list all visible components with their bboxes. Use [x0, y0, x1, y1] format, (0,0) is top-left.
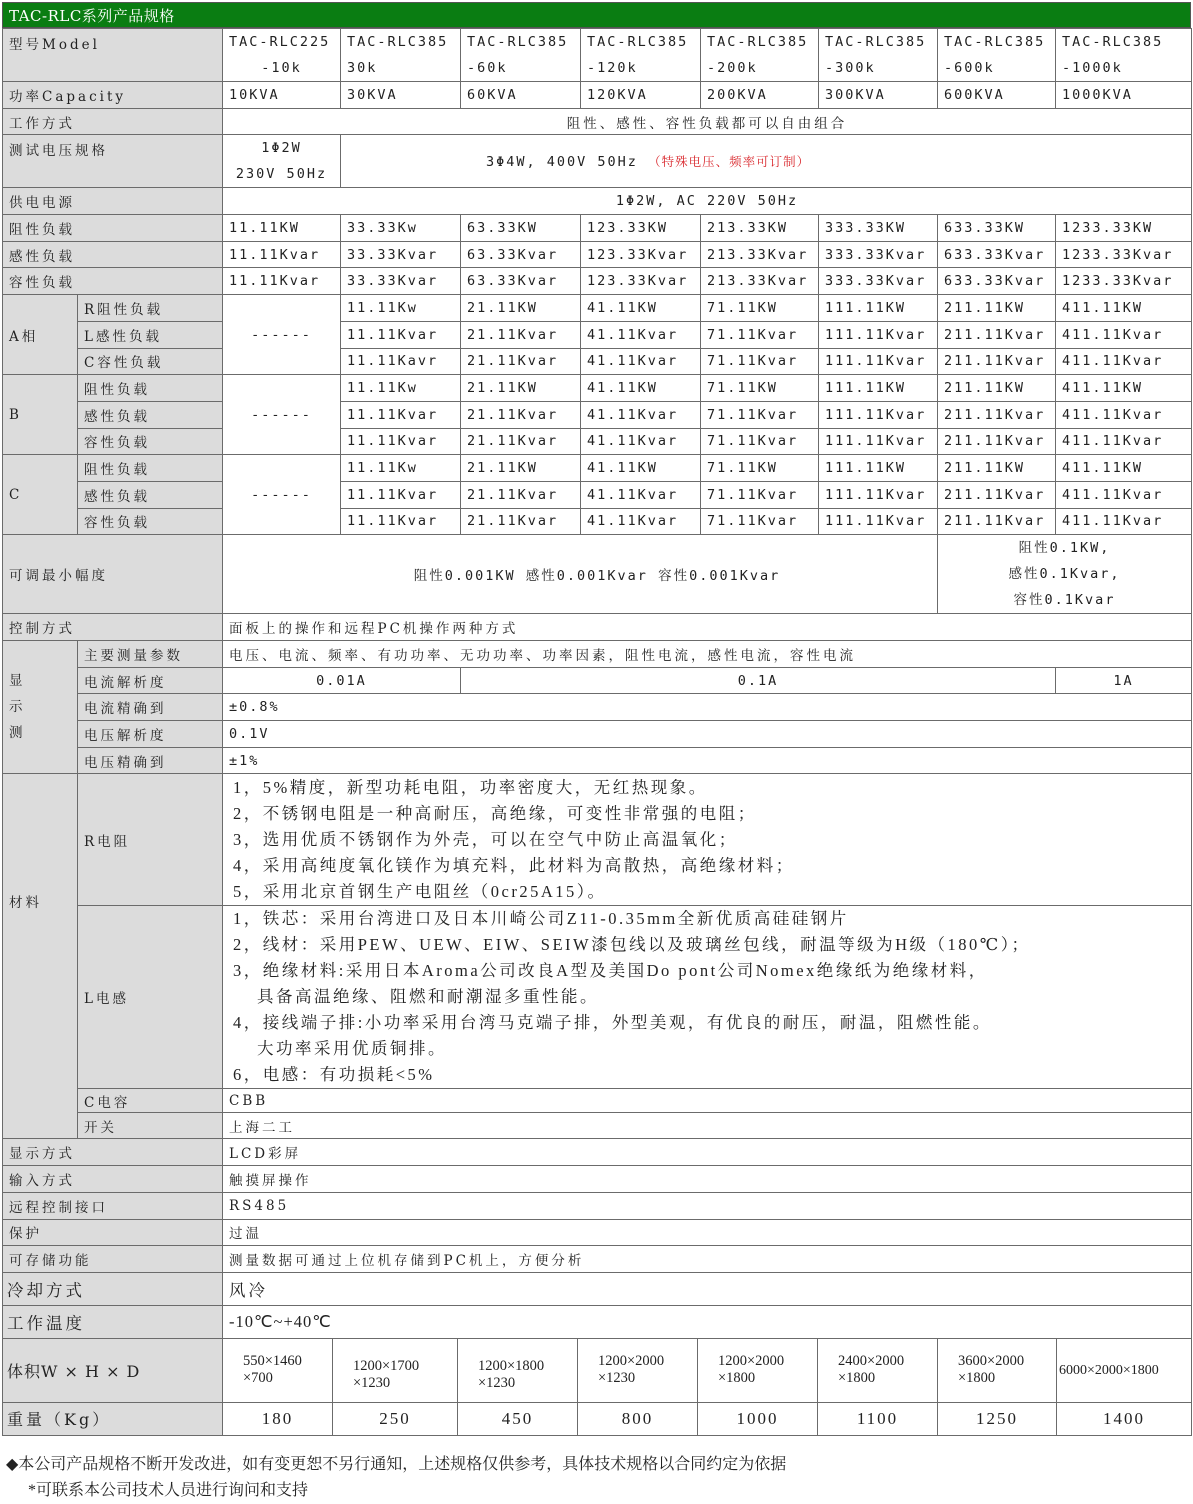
row-storage [3, 1246, 1192, 1273]
phase-cell: 211.11Kvar [938, 481, 1056, 508]
row-dimensions [3, 1338, 1192, 1402]
phase-load-label: 感性负载 [78, 401, 223, 428]
phase-cell: 111.11Kvar [819, 481, 938, 508]
model-cell: TAC-RLC385 30k [341, 29, 461, 82]
misc-label: 保护 [3, 1219, 223, 1246]
phase-cell: 411.11Kvar [1056, 321, 1192, 348]
phase-cell: 111.11KW [819, 375, 938, 402]
phase-cell: 11.11Kw [341, 455, 461, 482]
dimension-cell: 3600×2000 ×1800 [938, 1338, 1057, 1402]
phase-cell: 411.11KW [1056, 375, 1192, 402]
resistor-details [223, 774, 1192, 906]
load-cell: 1233.33Kvar [1056, 268, 1192, 295]
phase-cell: 211.11Kvar [938, 508, 1056, 535]
load-cell: 213.33Kvar [701, 241, 819, 268]
phase-dash: ------ [223, 375, 341, 455]
phase-cell: 411.11Kvar [1056, 428, 1192, 455]
weight-cell: 180 [223, 1402, 333, 1435]
row-test-voltage [3, 135, 1192, 188]
control-value: 面板上的操作和远程PC机操作两种方式 [223, 614, 1192, 641]
resistor-label: R电阻 [78, 774, 223, 906]
model-cell: TAC-RLC225 -10k [223, 29, 341, 82]
min-step-large: 阻性0.1KW, 感性0.1Kvar, 容性0.1Kvar [938, 535, 1192, 614]
load-cell: 33.33Kvar [341, 268, 461, 295]
phase-cell: 41.11Kvar [581, 428, 701, 455]
dimension-cell: 1200×1800 ×1230 [458, 1338, 578, 1402]
load-cell: 633.33Kvar [938, 241, 1056, 268]
inductor-line: 具备高温绝缘、阻燃和耐潮湿多重性能。 [257, 987, 599, 1007]
phase-load-label: 容性负载 [78, 508, 223, 535]
row-phase-c-l [3, 481, 1192, 508]
inductor-line: 3，绝缘材料:采用日本Aroma公司改良A型及美国Do pont公司Nomex绝缘纸为绝缘材料， [233, 961, 988, 981]
capacity-cell: 60KVA [461, 82, 581, 109]
inductor-line: 1，铁芯：采用台湾进口及日本川崎公司Z11-0.35mm全新优质高硅硅钢片 [233, 909, 849, 929]
phase-load-label: 阻性负载 [78, 375, 223, 402]
misc-label: 显示方式 [3, 1139, 223, 1166]
phase-cell: 21.11KW [461, 375, 581, 402]
measure-value: ±0.8% [223, 694, 1192, 721]
phase-cell: 21.11Kvar [461, 321, 581, 348]
phase-load-label: L感性负载 [78, 321, 223, 348]
row-power-supply [3, 188, 1192, 215]
row-phase-a-l [3, 321, 1192, 348]
phase-cell: 111.11Kvar [819, 508, 938, 535]
phase-cell: 11.11Kvar [341, 401, 461, 428]
load-cell: 63.33Kvar [461, 268, 581, 295]
row-load-inductive [3, 241, 1192, 268]
display-group-label: 显 示 测 [3, 641, 78, 774]
misc-label: 输入方式 [3, 1166, 223, 1193]
load-cell: 33.33Kvar [341, 241, 461, 268]
phase-cell: 211.11KW [938, 375, 1056, 402]
phase-cell: 21.11KW [461, 295, 581, 322]
row-protection [3, 1219, 1192, 1246]
row-load-resistive [3, 215, 1192, 242]
power-supply-value: 1Φ2W, AC 220V 50Hz [223, 188, 1192, 215]
phase-cell: 211.11Kvar [938, 321, 1056, 348]
work-mode-label: 工作方式 [3, 108, 223, 135]
dimension-cell: 1200×2000 ×1800 [698, 1338, 818, 1402]
test-voltage-label: 测试电压规格 [3, 135, 223, 188]
row-temperature [3, 1305, 1192, 1338]
phase-cell: 41.11KW [581, 295, 701, 322]
control-label: 控制方式 [3, 614, 223, 641]
load-cell: 333.33Kvar [819, 268, 938, 295]
phase-cell: 21.11Kvar [461, 401, 581, 428]
measure-value: ±1% [223, 747, 1192, 774]
phase-cell: 71.11Kvar [701, 508, 819, 535]
model-label: 型号Model [3, 29, 223, 82]
phase-cell: 71.11Kvar [701, 401, 819, 428]
phase-cell: 41.11Kvar [581, 401, 701, 428]
model-cell: TAC-RLC385 -200k [701, 29, 819, 82]
row-current-resolution [3, 667, 1192, 694]
phase-cell: 211.11KW [938, 295, 1056, 322]
inductor-line: 4，接线端子排:小功率采用台湾马克端子排，外型美观，有优良的耐压，耐温，阻燃性能。 [233, 1013, 992, 1033]
footer-notes [6, 1452, 786, 1504]
inductor-details [223, 906, 1192, 1089]
phase-label: B [3, 375, 78, 455]
misc-value: 触摸屏操作 [223, 1166, 1192, 1193]
phase-cell: 411.11Kvar [1056, 481, 1192, 508]
weight-cell: 1400 [1057, 1402, 1192, 1435]
model-cell: TAC-RLC385 -120k [581, 29, 701, 82]
model-cell: TAC-RLC385 -300k [819, 29, 938, 82]
inductor-label: L电感 [78, 906, 223, 1089]
measure-label: 主要测量参数 [78, 641, 223, 668]
current-resolution-mid: 0.1A [461, 667, 1056, 694]
weight-cell: 450 [458, 1402, 578, 1435]
min-step-label: 可调最小幅度 [3, 535, 223, 614]
phase-cell: 211.11Kvar [938, 348, 1056, 375]
measure-value: 0.1V [223, 721, 1192, 748]
row-phase-a-c [3, 348, 1192, 375]
phase-cell: 211.11Kvar [938, 401, 1056, 428]
phase-cell: 21.11Kvar [461, 481, 581, 508]
row-work-mode [3, 108, 1192, 135]
phase-label: A相 [3, 295, 78, 375]
capacity-cell: 600KVA [938, 82, 1056, 109]
phase-cell: 111.11Kvar [819, 321, 938, 348]
weight-cell: 250 [333, 1402, 458, 1435]
model-cell: TAC-RLC385 -600k [938, 29, 1056, 82]
load-cell: 633.33KW [938, 215, 1056, 242]
material-label: 材料 [3, 774, 78, 1139]
row-current-accuracy [3, 694, 1192, 721]
load-cell: 63.33Kvar [461, 241, 581, 268]
capacitor-value: CBB [223, 1089, 1192, 1113]
phase-cell: 41.11KW [581, 455, 701, 482]
row-phase-b-l [3, 401, 1192, 428]
dimensions-label: 体积W × H × D [3, 1338, 223, 1402]
phase-cell: 111.11Kvar [819, 428, 938, 455]
phase-cell: 111.11KW [819, 455, 938, 482]
phase-cell: 111.11Kvar [819, 348, 938, 375]
resistor-line: 2，不锈钢电阻是一种高耐压，高绝缘，可变性非常强的电阻； [233, 803, 757, 823]
phase-cell: 11.11Kw [341, 375, 461, 402]
phase-cell: 411.11KW [1056, 455, 1192, 482]
resistor-line: 1，5%精度，新型功耗电阻，功率密度大，无红热现象。 [233, 777, 708, 797]
misc-value: 测量数据可通过上位机存储到PC机上，方便分析 [223, 1246, 1192, 1273]
phase-cell: 111.11KW [819, 295, 938, 322]
dimension-cell: 1200×2000 ×1230 [578, 1338, 698, 1402]
misc-label: 远程控制接口 [3, 1192, 223, 1219]
capacity-cell: 300KVA [819, 82, 938, 109]
current-resolution-large: 1A [1056, 667, 1192, 694]
row-phase-b-c [3, 428, 1192, 455]
phase-dash: ------ [223, 295, 341, 375]
spec-table [2, 28, 1192, 1339]
row-remote-interface [3, 1192, 1192, 1219]
phase-cell: 11.11Kavr [341, 348, 461, 375]
phase-label: C [3, 455, 78, 535]
row-material-resistor [3, 774, 1192, 906]
capacity-cell: 120KVA [581, 82, 701, 109]
dimension-cell: 1200×1700 ×1230 [333, 1338, 458, 1402]
phase-cell: 71.11KW [701, 295, 819, 322]
resistor-line: 3，选用优质不锈钢作为外壳，可以在空气中防止高温氧化； [233, 829, 738, 849]
footer-contact: *可联系本公司技术人员进行询问和支持 [28, 1482, 309, 1499]
load-cell: 123.33Kvar [581, 241, 701, 268]
cooling-label: 冷却方式 [3, 1272, 223, 1305]
misc-value: LCD彩屏 [223, 1139, 1192, 1166]
row-phase-a-r [3, 295, 1192, 322]
dimension-cell: 2400×2000 ×1800 [818, 1338, 938, 1402]
phase-cell: 41.11KW [581, 375, 701, 402]
phase-load-label: C容性负载 [78, 348, 223, 375]
custom-note: （特殊电压、频率可订制） [648, 154, 811, 170]
phase-cell: 411.11Kvar [1056, 508, 1192, 535]
phase-cell: 411.11KW [1056, 295, 1192, 322]
model-cell: TAC-RLC385 -60k [461, 29, 581, 82]
load-cell: 1233.33KW [1056, 215, 1192, 242]
inductor-line: 2，线材：采用PEW、UEW、EIW、SEIW漆包线以及玻璃丝包线，耐温等级为H级（180℃）； [233, 935, 1031, 955]
temperature-value: -10℃~+40℃ [223, 1305, 1192, 1338]
power-supply-label: 供电电源 [3, 188, 223, 215]
load-cell: 333.33KW [819, 215, 938, 242]
load-cell: 213.33Kvar [701, 268, 819, 295]
measure-label: 电流精确到 [78, 694, 223, 721]
phase-cell: 11.11Kvar [341, 508, 461, 535]
load-cell: 123.33Kvar [581, 268, 701, 295]
current-resolution-small: 0.01A [223, 667, 461, 694]
row-capacity [3, 82, 1192, 109]
phase-load-label: 容性负载 [78, 428, 223, 455]
sheet-title: TAC-RLC系列产品规格 [2, 2, 1191, 28]
phase-cell: 211.11KW [938, 455, 1056, 482]
measure-label: 电压精确到 [78, 747, 223, 774]
min-step-small: 阻性0.001KW 感性0.001Kvar 容性0.001Kvar [223, 535, 938, 614]
measure-label: 电流解析度 [78, 667, 223, 694]
phase-dash: ------ [223, 455, 341, 535]
load-cell: 33.33Kw [341, 215, 461, 242]
capacity-cell: 10KVA [223, 82, 341, 109]
row-phase-c-r [3, 455, 1192, 482]
load-cell: 11.11Kvar [223, 241, 341, 268]
resistor-line: 4，采用高纯度氧化镁作为填充料，此材料为高散热，高绝缘材料； [233, 855, 795, 875]
phase-load-label: 阻性负载 [78, 455, 223, 482]
phase-cell: 41.11Kvar [581, 481, 701, 508]
three-phase-spec: 3Φ4W, 400V 50Hz （特殊电压、频率可订制） [341, 135, 1192, 188]
load-cell: 1233.33Kvar [1056, 241, 1192, 268]
misc-value: 过温 [223, 1219, 1192, 1246]
work-mode-value: 阻性、感性、容性负载都可以自由组合 [223, 108, 1192, 135]
phase-cell: 21.11Kvar [461, 348, 581, 375]
phase-cell: 21.11Kvar [461, 428, 581, 455]
row-input-mode [3, 1166, 1192, 1193]
row-voltage-resolution [3, 721, 1192, 748]
load-cell: 633.33Kvar [938, 268, 1056, 295]
capacity-cell: 1000KVA [1056, 82, 1192, 109]
phase-cell: 41.11Kvar [581, 321, 701, 348]
phase-cell: 11.11Kvar [341, 428, 461, 455]
inductor-line: 大功率采用优质铜排。 [257, 1039, 447, 1059]
footer-notice: ◆本公司产品规格不断开发改进，如有变更恕不另行通知，上述规格仅供参考，具体技术规格以合同约定为依据 [6, 1456, 787, 1473]
row-weight [3, 1402, 1192, 1435]
spec-sheet [2, 2, 1191, 1436]
row-load-capacitive [3, 268, 1192, 295]
load-cell: 333.33Kvar [819, 241, 938, 268]
capacitor-label: C电容 [78, 1089, 223, 1113]
measure-label: 电压解析度 [78, 721, 223, 748]
load-cell: 123.33KW [581, 215, 701, 242]
phase-cell: 71.11Kvar [701, 321, 819, 348]
row-model [3, 29, 1192, 82]
dimension-table [2, 1338, 1192, 1436]
load-label: 阻性负载 [3, 215, 223, 242]
phase-load-label: R阻性负载 [78, 295, 223, 322]
row-cooling [3, 1272, 1192, 1305]
weight-cell: 1000 [698, 1402, 818, 1435]
capacity-cell: 30KVA [341, 82, 461, 109]
row-material-switch [3, 1113, 1192, 1139]
row-display-mode [3, 1139, 1192, 1166]
phase-cell: 71.11Kvar [701, 481, 819, 508]
single-phase-spec: 1Φ2W 230V 50Hz [223, 135, 341, 188]
phase-cell: 71.11Kvar [701, 348, 819, 375]
row-measure-params [3, 641, 1192, 668]
capacity-label: 功率Capacity [3, 82, 223, 109]
row-control [3, 614, 1192, 641]
phase-cell: 21.11Kvar [461, 508, 581, 535]
misc-value: RS485 [223, 1192, 1192, 1219]
misc-label: 可存储功能 [3, 1246, 223, 1273]
weight-cell: 1100 [818, 1402, 938, 1435]
load-label: 感性负载 [3, 241, 223, 268]
phase-cell: 411.11Kvar [1056, 401, 1192, 428]
phase-cell: 411.11Kvar [1056, 348, 1192, 375]
phase-cell: 11.11Kvar [341, 481, 461, 508]
load-cell: 11.11Kvar [223, 268, 341, 295]
phase-cell: 21.11KW [461, 455, 581, 482]
capacity-cell: 200KVA [701, 82, 819, 109]
load-cell: 63.33KW [461, 215, 581, 242]
measure-value: 电压、电流、频率、有功功率、无功功率、功率因素，阻性电流，感性电流，容性电流 [223, 641, 1192, 668]
phase-cell: 11.11Kw [341, 295, 461, 322]
load-label: 容性负载 [3, 268, 223, 295]
phase-cell: 41.11Kvar [581, 348, 701, 375]
weight-label: 重量（Kg） [3, 1402, 223, 1435]
switch-label: 开关 [78, 1113, 223, 1139]
phase-cell: 71.11KW [701, 375, 819, 402]
load-cell: 213.33KW [701, 215, 819, 242]
inductor-line: 6，电感：有功损耗<5% [233, 1065, 435, 1085]
row-voltage-accuracy [3, 747, 1192, 774]
phase-cell: 41.11Kvar [581, 508, 701, 535]
row-phase-b-r [3, 375, 1192, 402]
weight-cell: 800 [578, 1402, 698, 1435]
row-material-capacitor [3, 1089, 1192, 1113]
phase-cell: 71.11Kvar [701, 428, 819, 455]
switch-value: 上海二工 [223, 1113, 1192, 1139]
phase-cell: 11.11Kvar [341, 321, 461, 348]
row-min-step [3, 535, 1192, 614]
dimension-cell: 6000×2000×1800 [1057, 1338, 1192, 1402]
row-phase-c-c [3, 508, 1192, 535]
dimension-cell: 550×1460 ×700 [223, 1338, 333, 1402]
load-cell: 11.11KW [223, 215, 341, 242]
phase-cell: 111.11Kvar [819, 401, 938, 428]
phase-cell: 71.11KW [701, 455, 819, 482]
temperature-label: 工作温度 [3, 1305, 223, 1338]
resistor-line: 5，采用北京首钢生产电阻丝（0cr25A15）。 [233, 881, 607, 901]
cooling-value: 风冷 [223, 1272, 1192, 1305]
weight-cell: 1250 [938, 1402, 1057, 1435]
model-cell: TAC-RLC385 -1000k [1056, 29, 1192, 82]
row-material-inductor [3, 906, 1192, 1089]
phase-load-label: 感性负载 [78, 481, 223, 508]
phase-cell: 211.11Kvar [938, 428, 1056, 455]
